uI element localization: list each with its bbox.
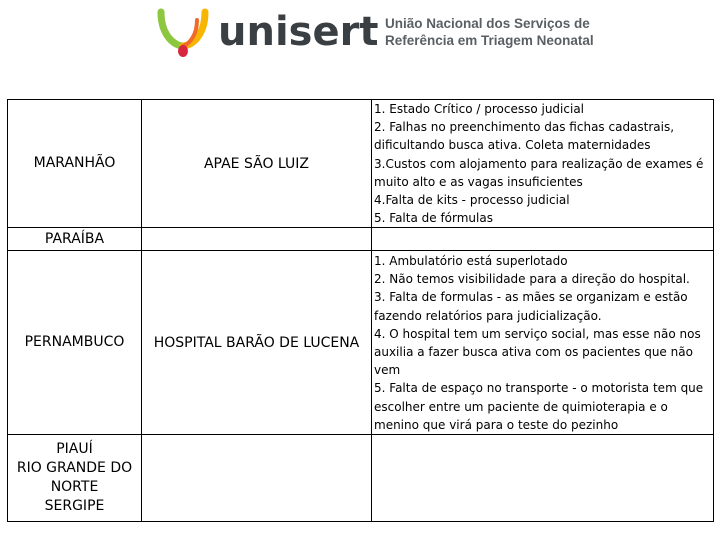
table-row bbox=[8, 435, 714, 522]
issue-item: 1. Estado Crítico / processo judicial bbox=[374, 102, 585, 116]
issues-list bbox=[374, 100, 711, 227]
issue-item: 1. Ambulatório está superlotado bbox=[374, 253, 568, 268]
issues-cell bbox=[372, 228, 714, 251]
unisert-logo-icon bbox=[155, 6, 211, 58]
institution-cell bbox=[142, 228, 372, 251]
issue-item: 3. Falta de formulas - as mães se organizam e estão fazendo relatórios para judicialização. bbox=[374, 290, 688, 323]
brand-tagline bbox=[385, 15, 594, 49]
table-row bbox=[8, 100, 714, 228]
brand-name: unisert bbox=[218, 9, 379, 55]
header bbox=[150, 4, 600, 60]
issue-item: 5. Falta de espaço no transporte - o motorista tem que escolher entre um paciente de quimioterapia e o menino que virá para o teste do pezinho bbox=[374, 381, 704, 432]
table-row bbox=[8, 228, 714, 251]
issues-list bbox=[374, 252, 711, 434]
table-row bbox=[8, 251, 714, 435]
institution-cell: APAE SÃO LUIZ bbox=[142, 100, 372, 228]
issue-item: 4.Falta de kits - processo judicial bbox=[374, 193, 570, 208]
issues-cell bbox=[372, 251, 714, 435]
state-cell: PARAÍBA bbox=[8, 228, 142, 251]
institution-cell: HOSPITAL BARÃO DE LUCENA bbox=[142, 251, 372, 435]
state-cell: PIAUÍ RIO GRANDE DO NORTE SERGIPE bbox=[8, 435, 142, 522]
issues-cell bbox=[372, 435, 714, 522]
issues-cell bbox=[372, 100, 714, 228]
issue-item: 4. O hospital tem um serviço social, mas esse não nos auxilia a fazer busca ativa com os pacientes que não vem bbox=[374, 326, 701, 378]
state-cell: PERNAMBUCO bbox=[8, 251, 142, 435]
state-cell: MARANHÃO bbox=[8, 100, 142, 228]
issue-item: 2. Falhas no preenchimento das fichas cadastrais, dificultando busca ativa. Coleta maternidades bbox=[374, 120, 675, 153]
tagline-line-2: Referência em Triagem Neonatal bbox=[385, 33, 594, 48]
issue-item: 2. Não temos visibilidade para a direção do hospital. bbox=[374, 272, 690, 287]
institution-cell bbox=[142, 435, 372, 522]
issue-item: 3.Custos com alojamento para realização de exames é muito alto e as vagas insuficientes bbox=[374, 156, 704, 189]
issue-item: 5. Falta de fórmulas bbox=[374, 211, 493, 226]
services-table bbox=[7, 99, 714, 522]
tagline-line-1: União Nacional dos Serviços de bbox=[385, 16, 590, 31]
